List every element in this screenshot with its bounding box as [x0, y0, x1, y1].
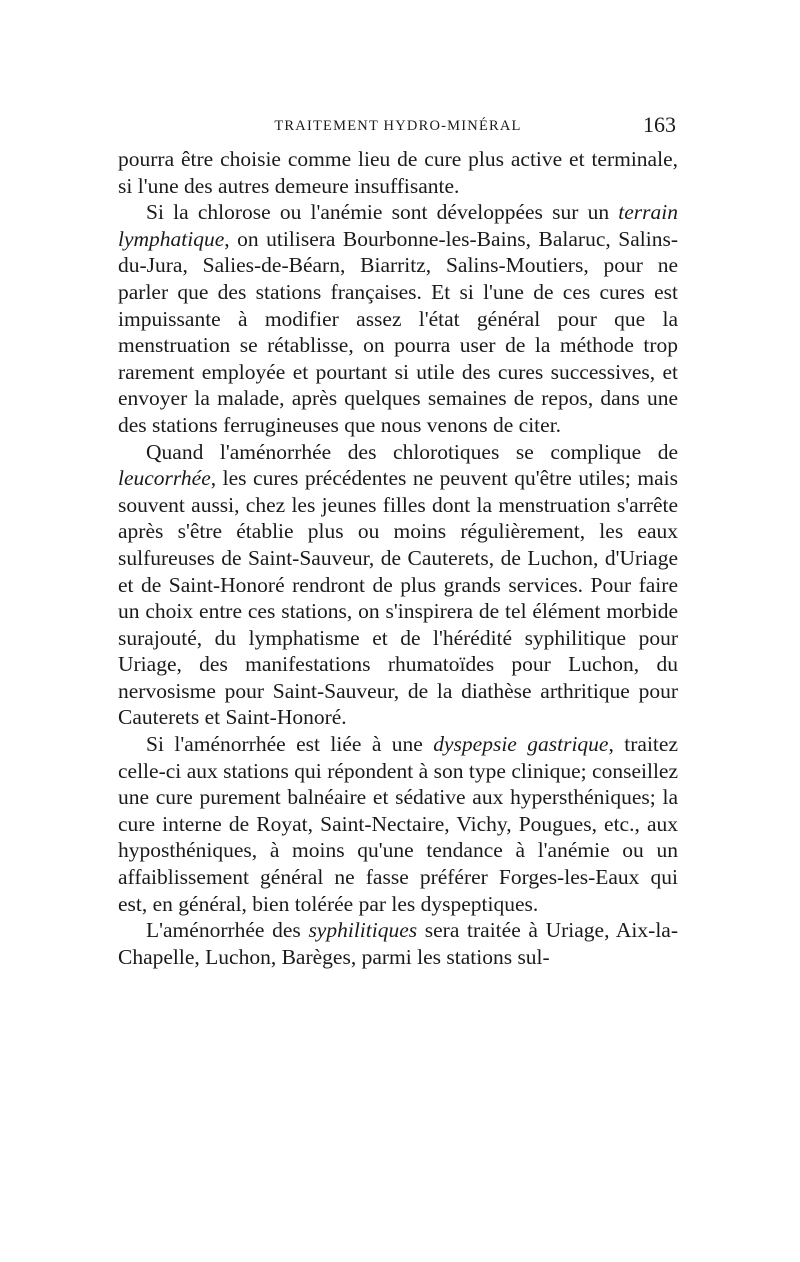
italic-term: terrain lymphatique [118, 200, 678, 251]
text-segment: Quand l'aménorrhée des chlorotiques se complique de [146, 439, 678, 464]
page-number: 163 [643, 112, 676, 137]
page-header [118, 110, 678, 146]
text-segment: , les cures précédentes ne peuvent qu'être utiles; mais souvent aussi, chez les jeunes filles dont la menstruation s'arrête après s'être établie plus ou moins régulièrement, les eaux sulfureuses de Saint-Sauveur, de Cauterets, de Luchon, d'Uriage et de Saint-Honoré rendront de plus grands services. Pour faire un choix entre ces stations, on s'inspirera de tel élément morbide surajouté, du lymphatisme et de l'hérédité syphilitique pour Uriage, des manifestations rhumatoïdes pour Luchon, du nervosisme pour Saint-Sauveur, de la diathèse arthritique pour Cauterets et Saint-Honoré. [118, 466, 678, 730]
paragraph-5 [118, 917, 678, 970]
text-segment: , on utilisera Bourbonne-les-Bains, Balaruc, Salins-du-Jura, Salies-de-Béarn, Biarritz, Salins-Moutiers, pour ne parler que des stations françaises. Et si l'une de ces cures est impuissante à modifier assez l'état général pour que la menstruation se rétablisse, on pourra user de la méthode trop rarement employée et pourtant si utile des cures successives, et envoyer la malade, après quelques semaines de repos, dans une des stations ferrugineuses que nous venons de citer. [118, 226, 678, 437]
text-segment: pourra être choisie comme lieu de cure plus active et terminale, si l'une des autres demeure insuffisante. [118, 147, 678, 198]
italic-term: syphilitiques [308, 918, 418, 943]
text-segment: sera traitée à Uriage, Aix-la-Chapelle, Luchon, Barèges, parmi les stations sul- [118, 918, 678, 969]
paragraph-4 [118, 731, 678, 917]
text-segment: Si la chlorose ou l'anémie sont développées sur un [146, 200, 619, 225]
paragraph-1 [118, 146, 678, 199]
running-title: TRAITEMENT HYDRO-MINÉRAL [274, 118, 522, 134]
text-segment: , traitez celle-ci aux stations qui répondent à son type clinique; conseillez une cure purement balnéaire et sédative aux hypersthéniques; la cure interne de Royat, Saint-Nectaire, Vichy, Pougues, etc., aux hyposthéniques, à moins qu'une tendance à l'anémie ou un affaiblissement général ne fasse préférer Forges-les-Eaux qui est, en général, bien tolérée par les dyspeptiques. [118, 732, 678, 916]
italic-term: leucorrhée [118, 466, 211, 491]
body-text [118, 146, 678, 970]
book-page [118, 110, 678, 970]
paragraph-3 [118, 439, 678, 732]
italic-term: dyspepsie gastrique [433, 732, 609, 757]
text-segment: Si l'aménorrhée est liée à une [146, 732, 434, 757]
text-segment: L'aménorrhée des [146, 918, 309, 943]
paragraph-2 [118, 199, 678, 438]
